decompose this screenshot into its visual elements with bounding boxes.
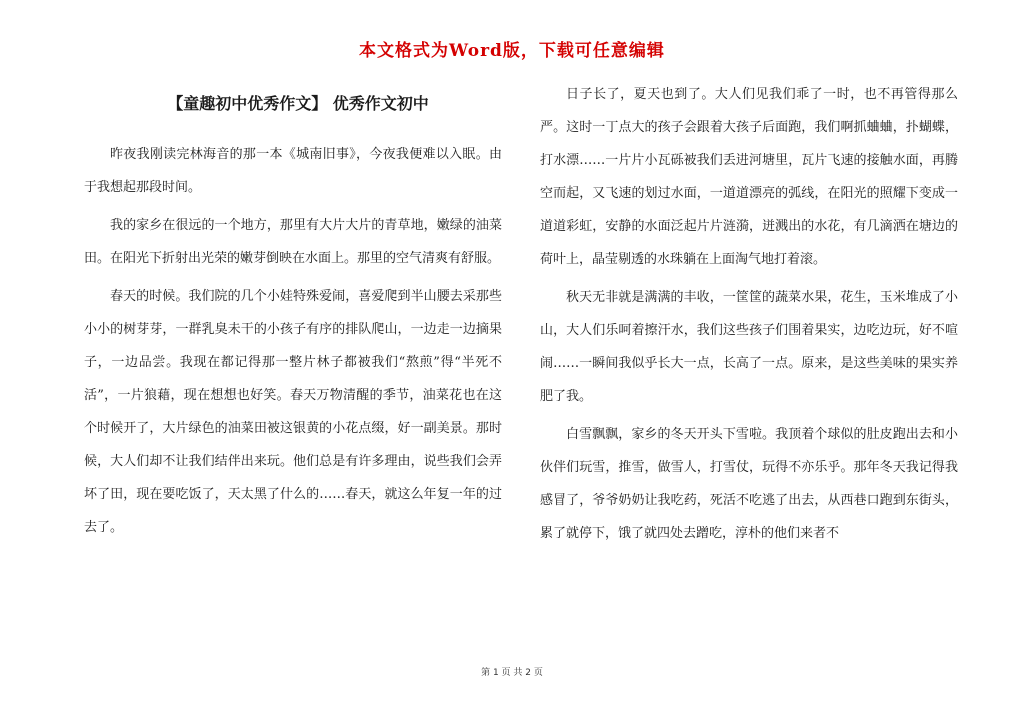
paragraph: 白雪飘飘，家乡的冬天开头下雪啦。我顶着个球似的肚皮跑出去和小伙伴们玩雪，推雪，做雪人，打雪仗，玩得不亦乐乎。那年冬天我记得我感冒了，爷爷奶奶让我吃药，死活不吃逃了出去，从西巷口跑到东街头，累了就停下，饿了就四处去蹭吃，淳朴的他们来者不 bbox=[540, 427, 958, 541]
paragraph: 春天的时候。我们院的几个小娃特殊爱闹，喜爱爬到半山腰去采那些小小的树芽芽，一群乳臭未干的小孩子有序的排队爬山，一边走一边摘果子，一边品尝。我现在都记得那一整片林子都被我们“熬煎”得“半死不活”，一片狼藉，现在想想也好笑。春天万物清醒的季节，油菜花也在这个时候开了，大片绿色的油菜田被这银黄的小花点缀，好一副美景。那时候，大人们却不让我们结伴出来玩。他们总是有许多理由，说些我们会弄坏了田，现在要吃饭了，天太黑了什么的……春天，就这么年复一年的过去了。 bbox=[84, 289, 502, 535]
paragraph: 日子长了，夏天也到了。大人们见我们乖了一时，也不再管得那么严。这时一丁点大的孩子会跟着大孩子后面跑，我们啊抓蛐蛐，扑蝴蝶，打水漂……一片片小瓦砾被我们丢进河塘里，瓦片飞速的接触水面，再腾空而起，又飞速的划过水面，一道道漂亮的弧线，在阳光的照耀下变成一道道彩虹，安静的水面泛起片片涟漪，迸溅出的水花，有几滴洒在塘边的荷叶上，晶莹剔透的水珠躺在上面淘气地打着滚。 bbox=[540, 87, 958, 267]
essay-title: 【童趣初中优秀作文】 优秀作文初中 bbox=[167, 94, 429, 113]
paragraph: 昨夜我刚读完林海音的那一本《城南旧事》，今夜我便难以入眠。由于我想起那段时间。 bbox=[84, 147, 502, 195]
left-column bbox=[84, 80, 502, 549]
paragraph: 我的家乡在很远的一个地方，那里有大片大片的青草地，嫩绿的油菜田。在阳光下折射出光荣的嫩芽倒映在水面上。那里的空气清爽有舒服。 bbox=[84, 218, 502, 266]
paragraph: 秋天无非就是满满的丰收，一筐筐的蔬菜水果，花生，玉米堆成了小山，大人们乐呵着擦汗水，我们这些孩子们围着果实，边吃边玩，好不喧闹……一瞬间我似乎长大一点，长高了一点。原来，是这些美味的果实养肥了我。 bbox=[540, 290, 958, 404]
format-banner: 本文格式为Word版，下载可任意编辑 bbox=[359, 41, 665, 61]
right-column bbox=[540, 78, 958, 555]
page-number: 第 1 页 共 2 页 bbox=[481, 668, 543, 678]
